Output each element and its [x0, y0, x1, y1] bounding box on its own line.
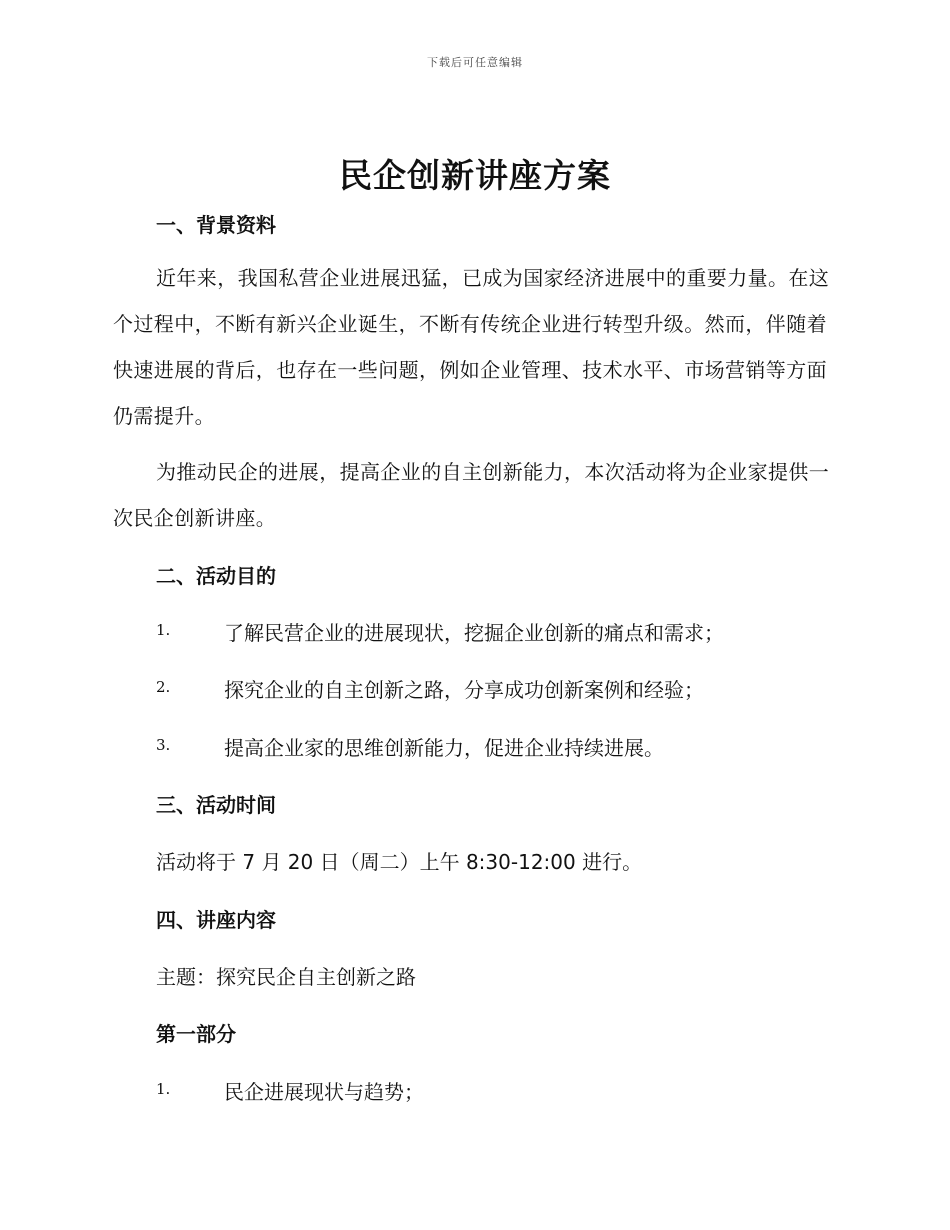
list-text: 了解民营企业的进展现状，挖掘企业创新的痛点和需求；: [224, 621, 724, 645]
document-title: 民企创新讲座方案: [339, 156, 611, 195]
list-number: 2.: [156, 678, 171, 696]
part-one-heading: 第一部分: [156, 1022, 236, 1046]
page-header-note: 下载后可任意编辑: [427, 56, 523, 69]
list-text: 民企进展现状与趋势；: [224, 1080, 424, 1104]
section-heading-content: 四、讲座内容: [156, 908, 276, 932]
list-text: 探究企业的自主创新之路，分享成功创新案例和经验；: [224, 678, 704, 702]
list-text: 提高企业家的思维创新能力，促进企业持续进展。: [224, 736, 664, 760]
section-heading-time: 三、活动时间: [156, 793, 276, 817]
background-paragraph-2: 为推动民企的进展，提高企业的自主创新能力，本次活动将为企业家提供一次民企创新讲座。: [113, 460, 830, 530]
list-number: 1.: [156, 621, 171, 639]
section-heading-background: 一、背景资料: [156, 213, 276, 237]
section-heading-purpose: 二、活动目的: [156, 564, 276, 588]
background-paragraph-1: 近年来，我国私营企业进展迅猛，已成为国家经济进展中的重要力量。在这个过程中，不断有新兴企业诞生，不断有传统企业进行转型升级。然而，伴随着快速进展的背后，也存在一些问题，例如企业管理、技术水平、市场营销等方面仍需提升。: [113, 266, 830, 428]
lecture-topic: 主题：探究民企自主创新之路: [156, 965, 416, 989]
activity-time-text: 活动将于 7 月 20 日（周二）上午 8:30-12:00 进行。: [156, 850, 643, 874]
list-number: 1.: [156, 1080, 171, 1098]
list-number: 3.: [156, 736, 171, 754]
